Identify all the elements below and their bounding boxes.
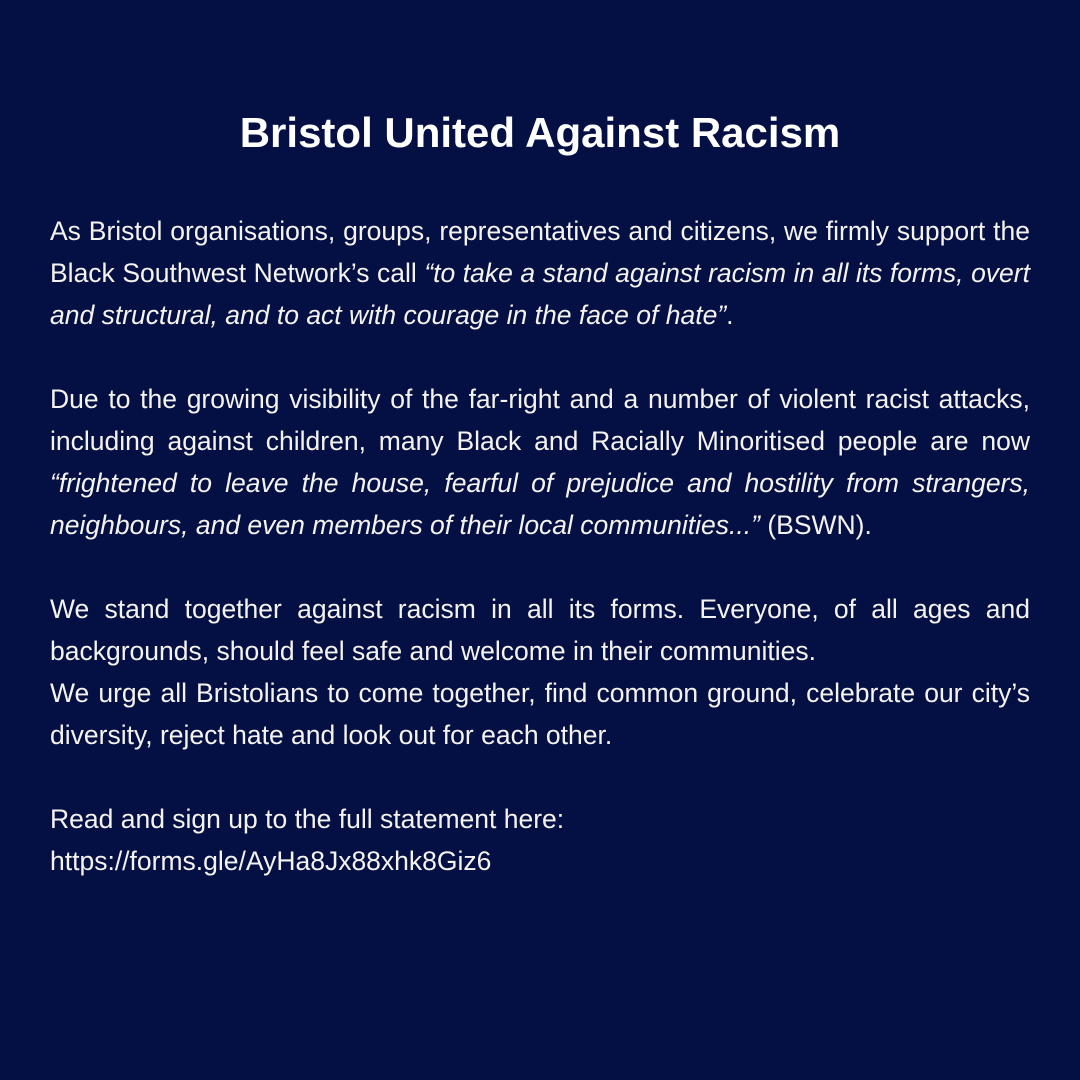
signup-cta <box>50 798 1030 840</box>
text-run: As Bristol organisations, groups, representatives and citizens, we firmly support the Black Southwest Network’s call <box>50 216 1030 288</box>
text-run: Read and sign up to the full statement here: <box>50 804 565 834</box>
text-run: . <box>726 300 734 330</box>
text-run: (BSWN). <box>759 510 872 540</box>
quoted-text-run: “to take a stand against racism in all its forms, overt and structural, and to act with courage in the face of hate” <box>50 258 1030 330</box>
text-run: https://forms.gle/AyHa8Jx88xhk8Giz6 <box>50 846 492 876</box>
statement-body <box>50 210 1030 882</box>
context-paragraph <box>50 378 1030 546</box>
intro-paragraph <box>50 210 1030 336</box>
text-run: Due to the growing visibility of the far-right and a number of violent racist attacks, including against children, many Black and Racially Minoritised people are now <box>50 384 1030 456</box>
text-run: We stand together against racism in all its forms. Everyone, of all ages and backgrounds, should feel safe and welcome in their communities. <box>50 594 1030 666</box>
urge-paragraph <box>50 672 1030 756</box>
stand-together-paragraph <box>50 588 1030 672</box>
signup-url <box>50 840 1030 882</box>
page-title: Bristol United Against Racism <box>239 109 841 156</box>
quoted-text-run: “frightened to leave the house, fearful of prejudice and hostility from strangers, neighbours, and even members of their local communities...” <box>50 468 1030 540</box>
text-run: We urge all Bristolians to come together, find common ground, celebrate our city’s diversity, reject hate and look out for each other. <box>50 678 1030 750</box>
